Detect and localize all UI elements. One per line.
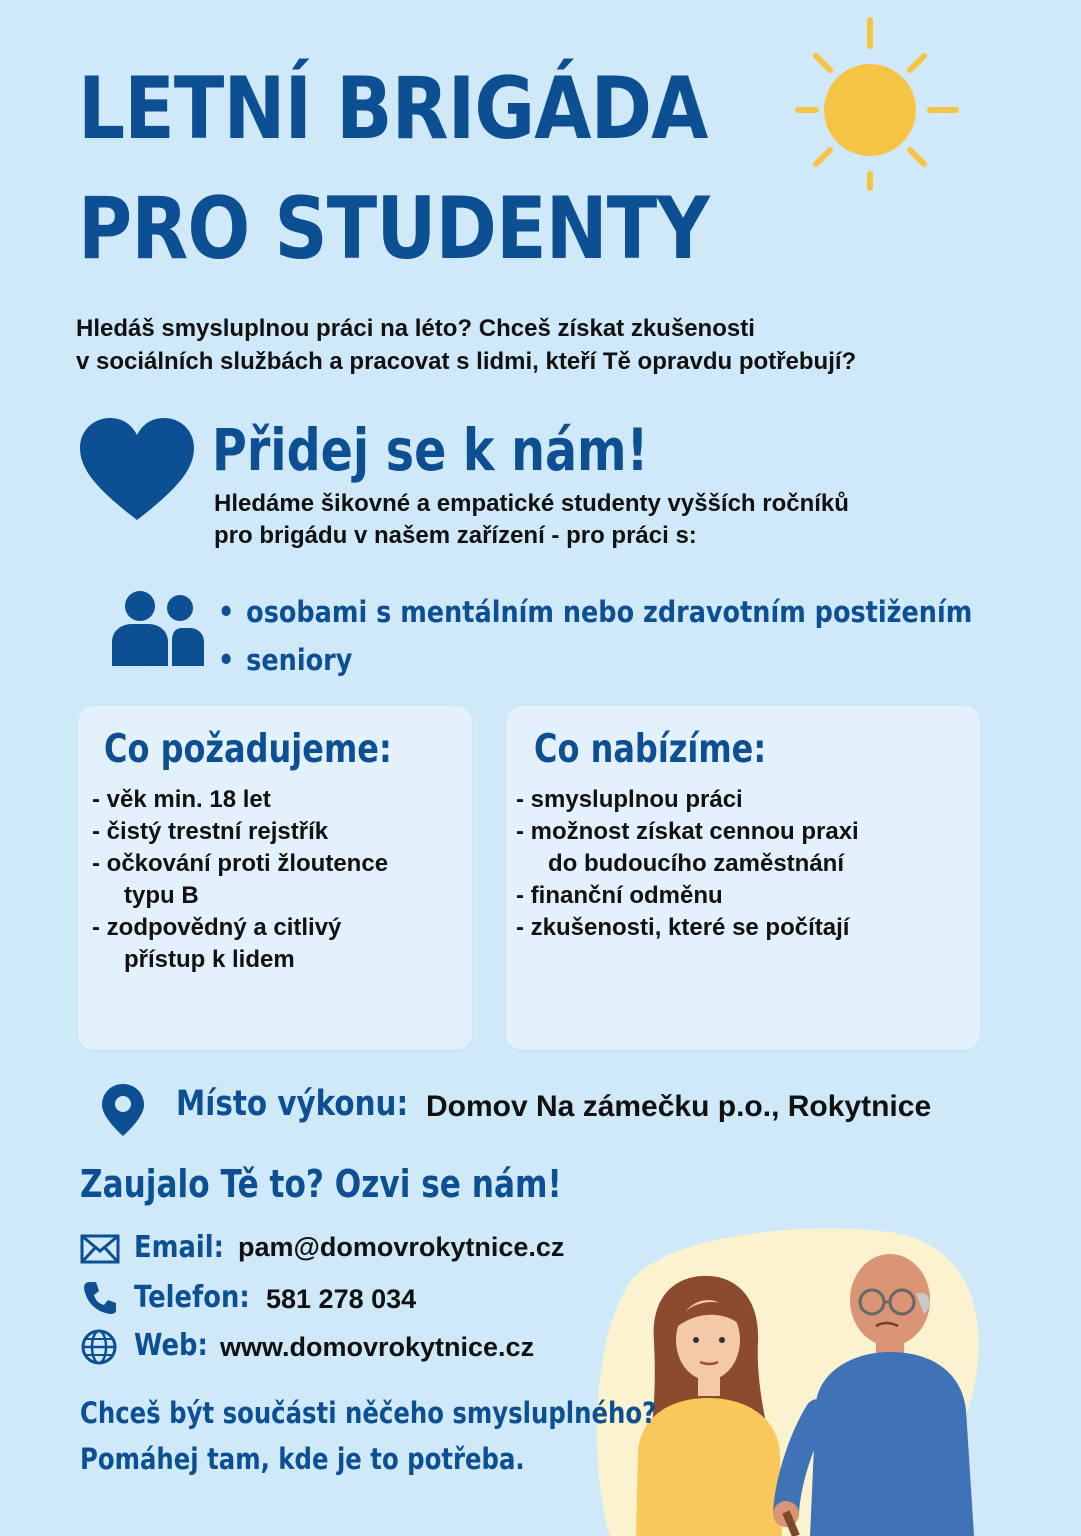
phone-label: Telefon: <box>134 1280 250 1315</box>
list-item: - čistý trestní rejstřík <box>92 818 329 845</box>
list-item: - zodpovědný a citlivý přístup k lidem <box>92 914 342 973</box>
illustration <box>590 1222 1030 1536</box>
slogan-line-1: Chceš být součásti něčeho smysluplného? <box>80 1396 657 1430</box>
offers-card <box>506 706 980 1050</box>
offers-list <box>516 784 966 944</box>
place-label: Místo výkonu: <box>176 1084 409 1124</box>
people-icon <box>110 590 206 668</box>
heart-icon <box>78 418 196 522</box>
list-item: - věk min. 18 let <box>92 786 271 813</box>
location-pin-icon <box>100 1082 146 1138</box>
requirements-heading: Co požadujeme: <box>104 727 392 772</box>
contact-heading: Zaujalo Tě to? Ozvi se nám! <box>80 1162 562 1206</box>
list-item: • osobami s mentálním nebo zdravotním postižením <box>218 595 973 629</box>
target-groups-list <box>218 588 1075 684</box>
join-line-1: Hledáme šikovné a empatické studenty vyšších ročníků <box>214 490 849 517</box>
web-label: Web: <box>134 1328 208 1363</box>
requirements-card <box>78 706 472 1050</box>
email-link[interactable]: pam@domovrokytnice.cz <box>238 1232 565 1262</box>
list-item: - finanční odměnu <box>516 882 723 909</box>
title-line-2: PRO STUDENTY <box>78 179 710 279</box>
sun-icon <box>790 12 970 192</box>
intro-text <box>76 312 1036 378</box>
list-item: • seniory <box>218 643 353 677</box>
list-item: - zkušenosti, které se počítají <box>516 914 850 941</box>
list-item: - možnost získat cennou praxi do budoucího zaměstnání <box>516 818 859 877</box>
globe-icon <box>80 1328 118 1366</box>
requirements-list <box>92 784 462 976</box>
join-text <box>214 488 1034 552</box>
slogan-line-2: Pomáhej tam, kde je to potřeba. <box>80 1442 525 1476</box>
join-line-2: pro brigádu v našem zařízení - pro práci s: <box>214 522 697 549</box>
phone-link[interactable]: 581 278 034 <box>266 1284 417 1314</box>
phone-icon <box>82 1280 118 1316</box>
web-link[interactable]: www.domovrokytnice.cz <box>220 1332 535 1362</box>
list-item: - očkování proti žloutence typu B <box>92 850 389 909</box>
intro-line-2: v sociálních službách a pracovat s lidmi, kteří Tě opravdu potřebují? <box>76 348 857 375</box>
list-item: - smysluplnou práci <box>516 786 743 813</box>
email-label: Email: <box>134 1230 224 1265</box>
envelope-icon <box>80 1234 120 1264</box>
join-heading: Přidej se k nám! <box>212 416 649 484</box>
intro-line-1: Hledáš smysluplnou práci na léto? Chceš získat zkušenosti <box>76 315 755 342</box>
title-line-1: LETNÍ BRIGÁDA <box>78 59 708 159</box>
offers-heading: Co nabízíme: <box>534 727 767 772</box>
place-value: Domov Na zámečku p.o., Rokytnice <box>426 1090 932 1123</box>
